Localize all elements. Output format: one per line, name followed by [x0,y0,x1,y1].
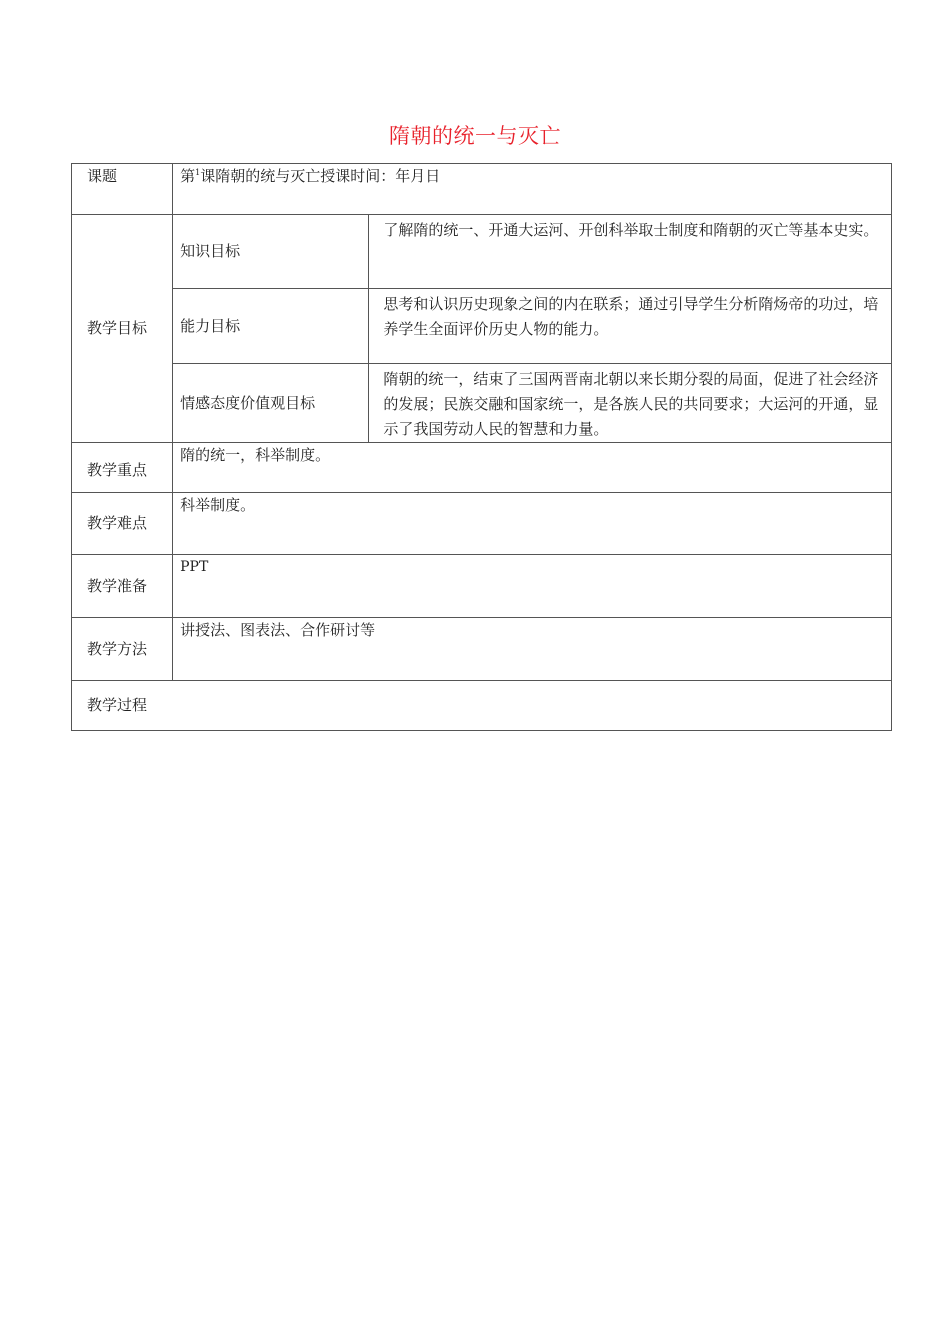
process-row [72,681,892,731]
key-points-label: 教学重点 [72,443,173,493]
objective-row-values [72,364,892,443]
objective-values-text: 隋朝的统一，结束了三国两晋南北朝以来长期分裂的局面，促进了社会经济的发展；民族交融和国家统一，是各族人民的共同要求；大运河的开通，显示了我国劳动人民的智慧和力量。 [369,364,892,443]
lesson-plan-table [71,163,892,731]
topic-superscript: 1 [195,168,201,177]
difficulties-row [72,493,892,555]
key-points-row [72,443,892,493]
objective-row-knowledge [72,215,892,289]
objective-knowledge-text: 了解隋的统一、开通大运河、开创科举取士制度和隋朝的灭亡等基本史实。 [369,215,892,289]
methods-row [72,618,892,681]
methods-label: 教学方法 [72,618,173,681]
page-title: 隋朝的统一与灭亡 [389,124,561,148]
topic-label: 课题 [72,164,173,215]
topic-value-cell [173,164,892,215]
objectives-label: 教学目标 [72,215,173,443]
preparation-value: PPT [173,555,892,618]
objective-row-ability [72,289,892,364]
objective-ability-label: 能力目标 [173,289,369,364]
process-label: 教学过程 [72,681,892,731]
difficulties-value: 科举制度。 [173,493,892,555]
objective-values-label: 情感态度价值观目标 [173,364,369,443]
difficulties-label: 教学难点 [72,493,173,555]
topic-row [72,164,892,215]
objective-knowledge-label: 知识目标 [173,215,369,289]
preparation-row [72,555,892,618]
methods-value: 讲授法、图表法、合作研讨等 [173,618,892,681]
topic-prefix: 第 [180,167,196,185]
preparation-label: 教学准备 [72,555,173,618]
key-points-value: 隋的统一，科举制度。 [173,443,892,493]
topic-value: 课隋朝的统与灭亡授课时间：年月日 [200,167,441,185]
objective-ability-text: 思考和认识历史现象之间的内在联系；通过引导学生分析隋炀帝的功过，培养学生全面评价历史人物的能力。 [369,289,892,364]
